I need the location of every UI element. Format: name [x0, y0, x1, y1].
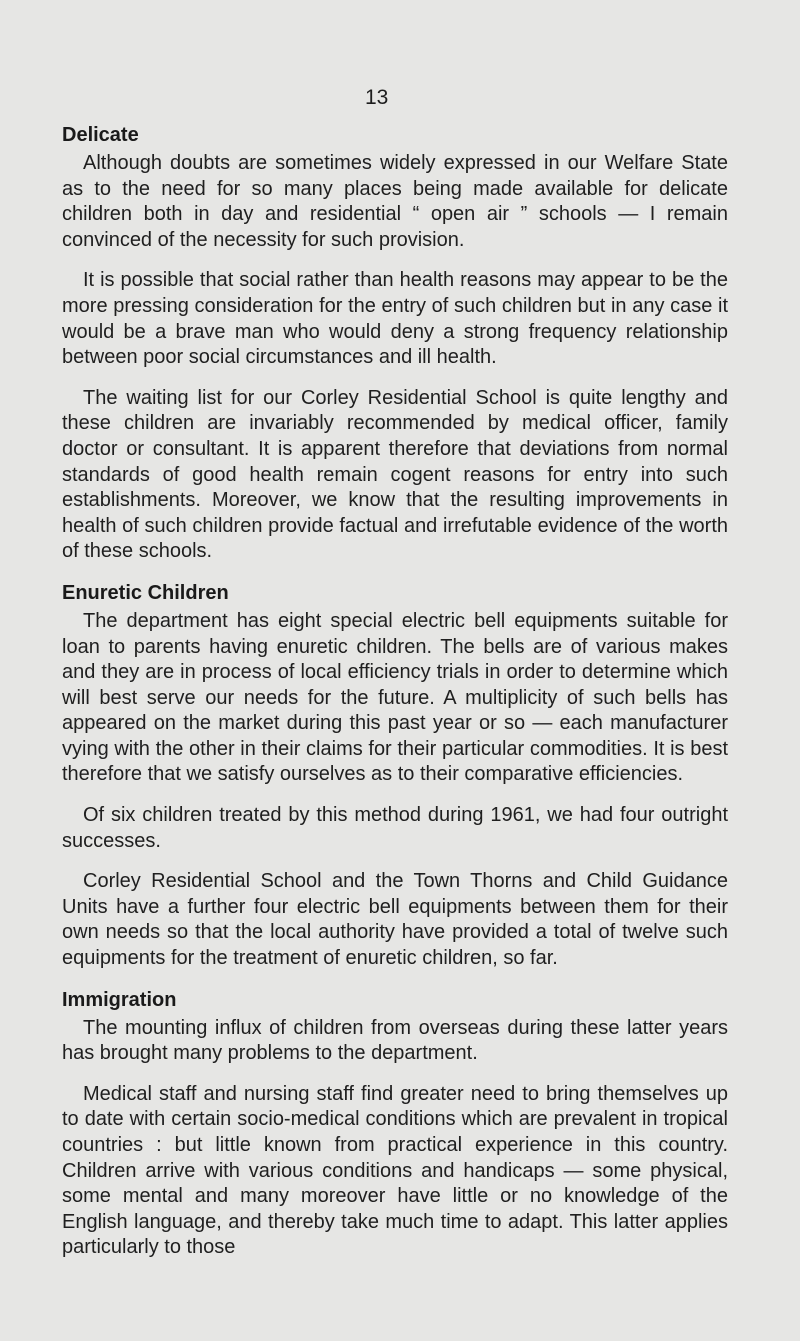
section-enuretic-children: [62, 580, 728, 972]
paragraph: Medical staff and nursing staff find greater need to bring themselves up to date with certain socio-medical conditions which are prevalent in tropical countries : but little known from practical experience in this country. Children arrive with various conditions and handicaps — some physical, some mental and many moreover have little or no knowledge of the English language, and thereby take much time to adapt. This latter applies particularly to those: [62, 1082, 728, 1259]
paragraph: The department has eight special electric bell equipments suitable for loan to parents having enuretic children. The bells are of various makes and they are in process of local efficiency trials in order to determine which will best serve our needs for the future. A multiplicity of such bells has appeared on the market during this past year or so — each manufacturer vying with the other in their claims for their particular commodities. It is best therefore that we satisfy ourselves as to their comparative efficiencies.: [62, 609, 728, 786]
section-immigration: [62, 987, 728, 1261]
paragraph: The waiting list for our Corley Residential School is quite lengthy and these children are invariably recommended by medical officer, family doctor or consultant. It is apparent therefore that deviations from normal standards of good health remain cogent reasons for entry into such establishments. Moreover, we know that the resulting improvements in health of such children provide factual and irrefutable evidence of the worth of these schools.: [62, 386, 728, 563]
page-body: [62, 122, 728, 1276]
section-heading: Delicate: [62, 124, 139, 146]
page-number: 13: [365, 86, 389, 109]
paragraph: It is possible that social rather than health reasons may appear to be the more pressing consideration for the entry of such children but in any case it would be a brave man who would deny a strong frequency relationship between poor social circumstances and ill health.: [62, 269, 728, 369]
section-heading: Enuretic Children: [62, 581, 229, 604]
section-delicate: [62, 122, 728, 565]
section-heading: Immigration: [62, 988, 177, 1011]
paragraph: Corley Residential School and the Town Thorns and Child Guidance Units have a further four electric bell equipments between them for their own needs so that the local authority have provided a total of twelve such equipments for the treatment of enuretic children, so far.: [62, 870, 728, 970]
paragraph: Of six children treated by this method during 1961, we had four outright successes.: [62, 804, 728, 852]
paragraph: Although doubts are sometimes widely expressed in our Welfare State as to the need for so many places being made available for delicate children both in day and residential “ open air ” schools — I remain convinced of the necessity for such provision.: [62, 152, 728, 251]
paragraph: The mounting influx of children from overseas during these latter years has brought many problems to the department.: [62, 1016, 728, 1065]
